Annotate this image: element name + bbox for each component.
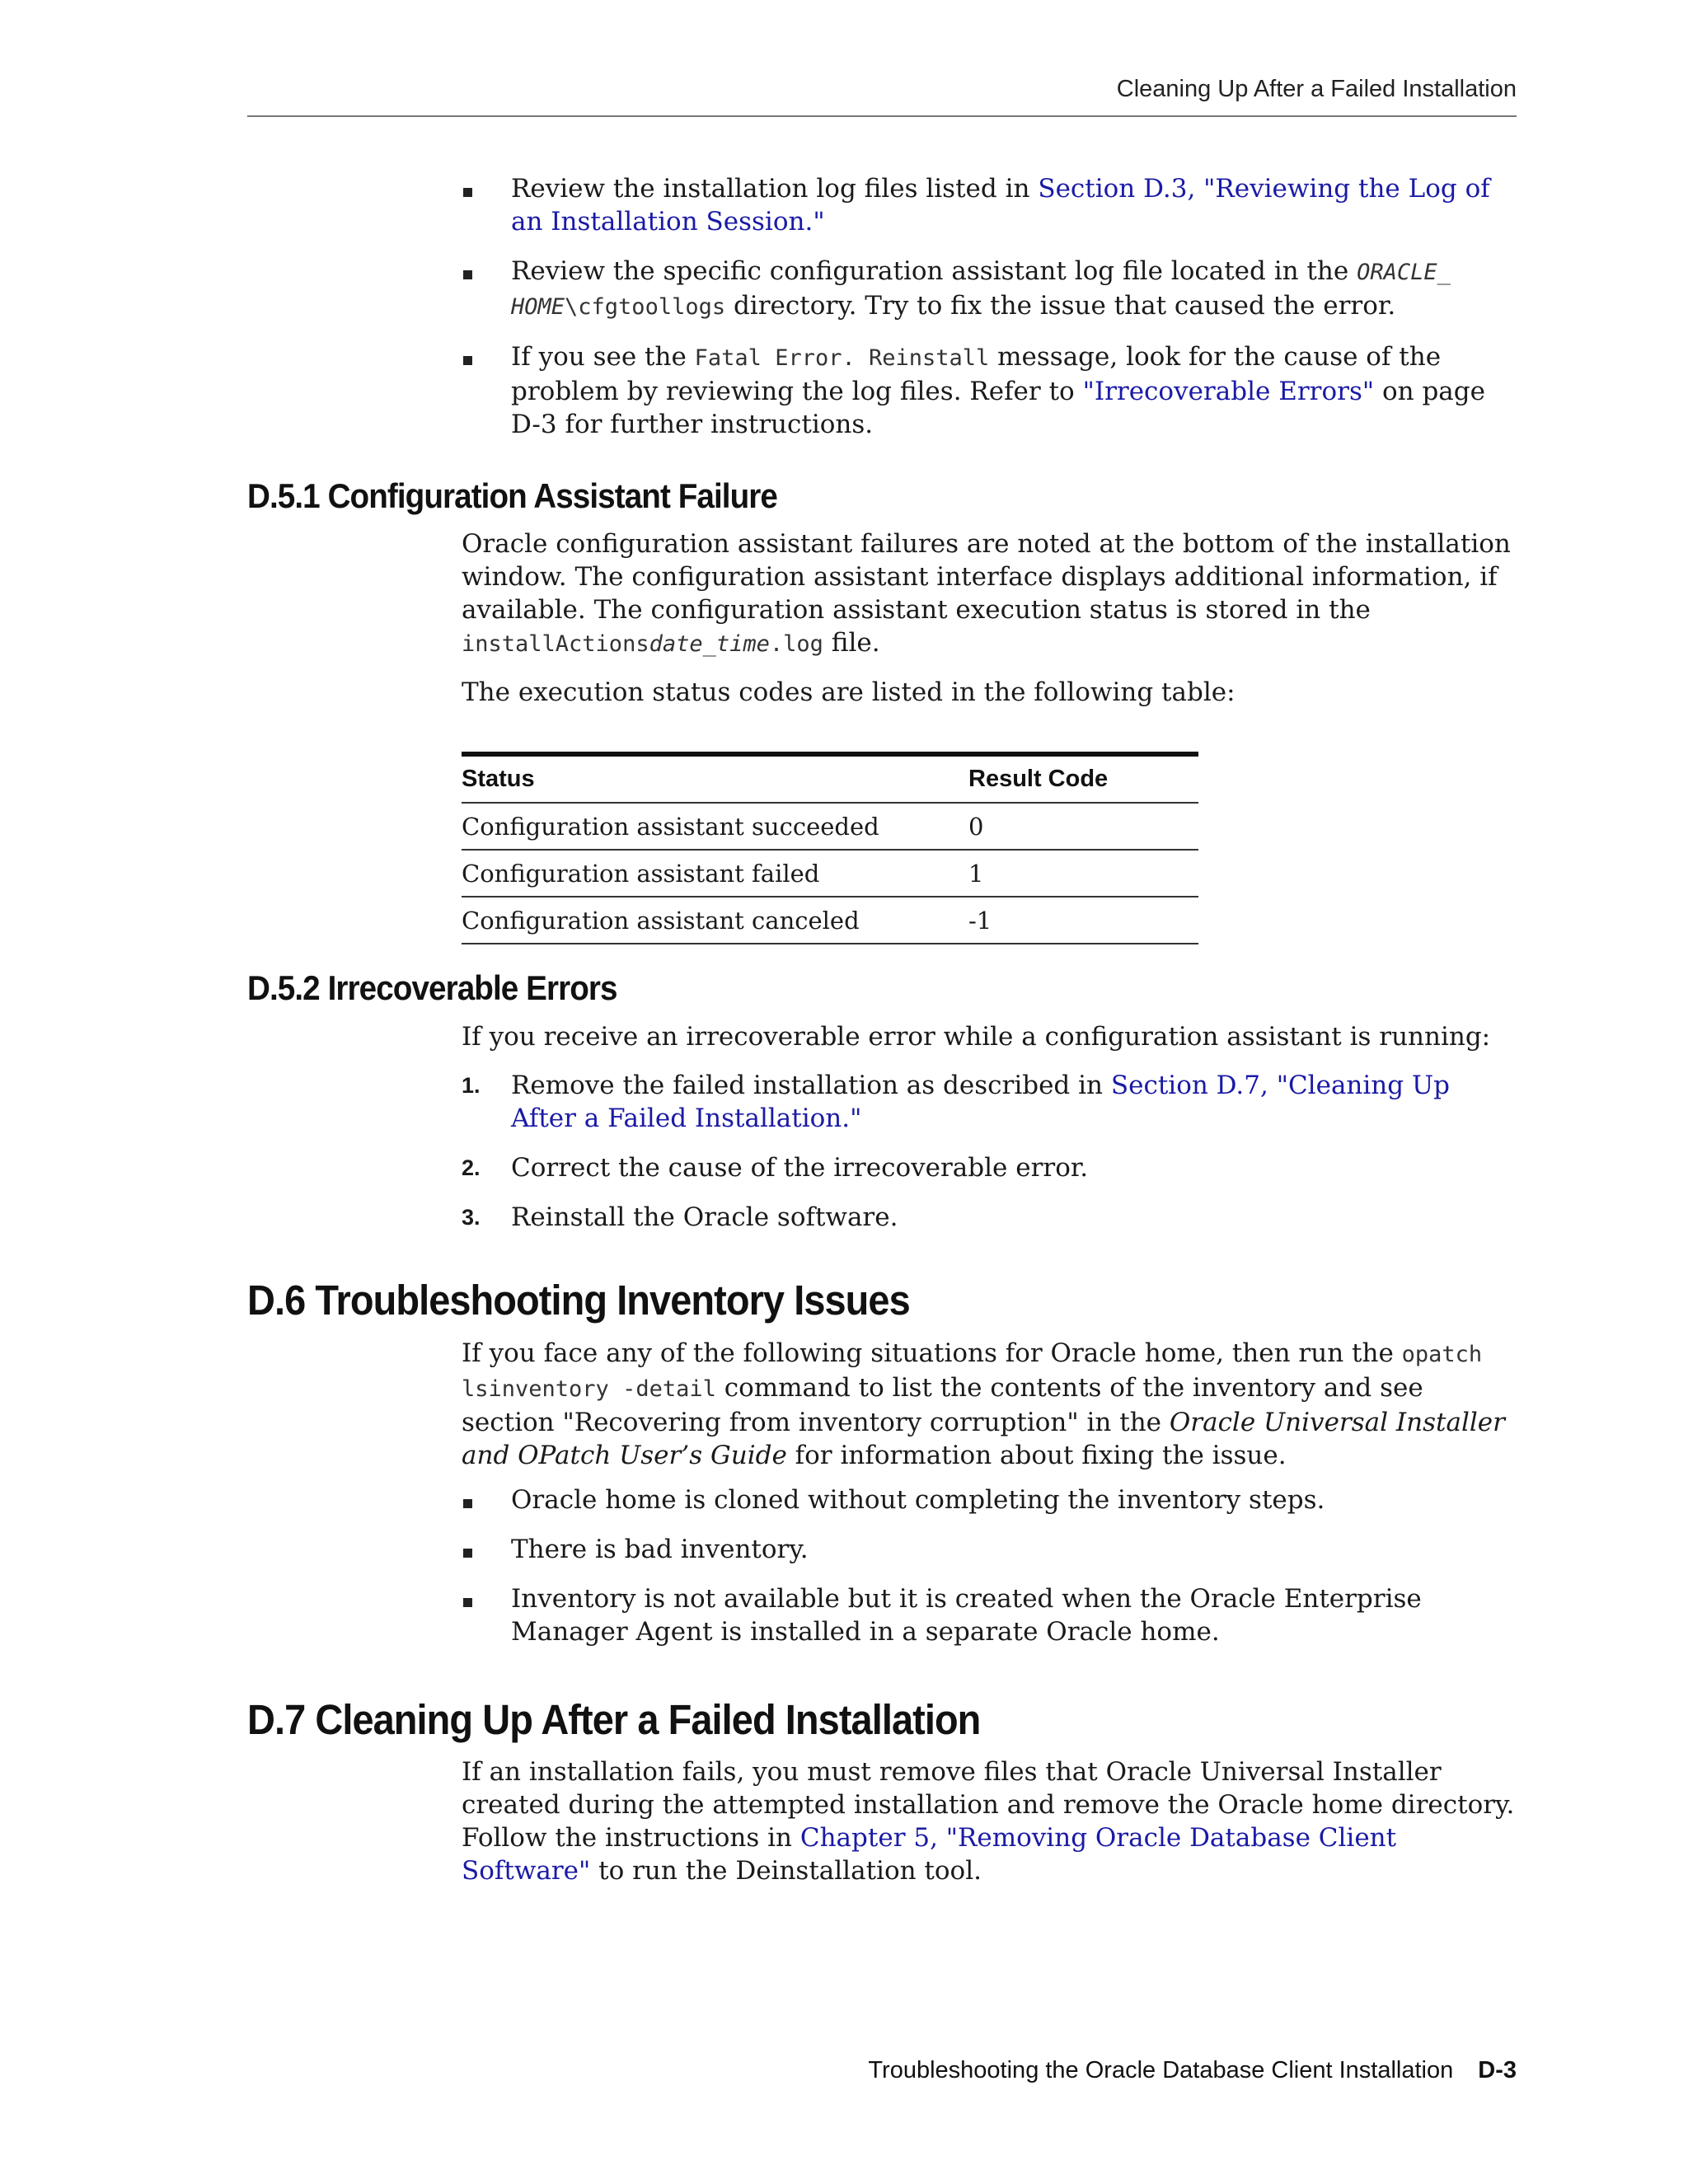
- bullet-icon: [462, 340, 511, 373]
- heading-d51: D.5.1 Configuration Assistant Failure: [247, 476, 777, 515]
- table-header-result-code: Result Code: [968, 766, 1109, 792]
- table-cell: 1: [968, 859, 984, 888]
- bullet-icon: [462, 1533, 511, 1566]
- d6-paragraph: If you face any of the following situations for Oracle home, then run the opatch lsinventory -detail command to list the contents of the inventory and see section "Recovering from inventory corruption" in the Oracle Universal Installer and OPatch User’s Guide for information about fixing the issue.: [462, 1338, 1505, 1470]
- list-item: There is bad inventory.: [462, 1533, 1517, 1566]
- link-irrecoverable-errors[interactable]: "Irrecoverable Errors": [1082, 377, 1375, 406]
- d52-step-list: [462, 1069, 1517, 1234]
- table-cell: Configuration assistant failed: [462, 859, 820, 888]
- status-table: [462, 752, 1198, 944]
- footer-title: Troubleshooting the Oracle Database Client Installation: [868, 2057, 1454, 2083]
- link-section-d3[interactable]: Section D.3, "Reviewing the Log of an Installation Session.": [511, 174, 1490, 237]
- intro-bullet-list: [462, 172, 1517, 441]
- list-item: Inventory is not available but it is created when the Oracle Enterprise Manager Agent is installed in a separate Oracle home.: [462, 1582, 1517, 1648]
- d51-paragraph-2: The execution status codes are listed in the following table:: [462, 677, 1236, 707]
- step-number: 2.: [462, 1155, 481, 1180]
- d51-paragraph-1: Oracle configuration assistant failures are noted at the bottom of the installation window. The configuration assistant interface displays additional information, if available. The configuration assistant execution status is stored in the installActionsdate_time.log file.: [462, 529, 1511, 658]
- d6-bullet-list: [462, 1483, 1517, 1648]
- table-cell: Configuration assistant canceled: [462, 906, 860, 935]
- bullet-icon: [462, 1582, 511, 1615]
- list-item: Review the installation log files listed in Section D.3, "Reviewing the Log of an Installation Session.": [462, 172, 1517, 238]
- table-row: [462, 898, 1198, 944]
- d51-body: [462, 527, 1517, 709]
- table-row: [462, 851, 1198, 898]
- step-number: 3.: [462, 1205, 481, 1230]
- bullet-icon: [462, 1483, 511, 1516]
- d7-paragraph: If an installation fails, you must remove files that Oracle Universal Installer created during the attempted installation and remove the Oracle home directory. Follow the instructions in Chapter 5, "Removing Oracle Database Client Software" to run the Deinstallation tool.: [462, 1757, 1515, 1886]
- running-footer: [247, 2057, 1517, 2084]
- table-row: [462, 804, 1198, 851]
- d52-intro: If you receive an irrecoverable error while a configuration assistant is running:: [462, 1022, 1491, 1052]
- bullet-icon: [462, 255, 511, 288]
- table-header-row: [462, 757, 1198, 804]
- table-header-status: Status: [462, 766, 535, 792]
- table-cell: Configuration assistant succeeded: [462, 812, 879, 841]
- heading-d7: D.7 Cleaning Up After a Failed Installation: [247, 1696, 981, 1743]
- link-section-d7[interactable]: Section D.7, "Cleaning Up After a Failed Installation.": [511, 1071, 1450, 1133]
- header-rule: [247, 115, 1517, 117]
- list-item: Review the specific configuration assistant log file located in the ORACLE_ HOME\cfgtoollogs directory. Try to fix the issue that caused the error.: [462, 255, 1517, 324]
- link-chapter-5[interactable]: Chapter 5, "Removing Oracle Database Client Software": [462, 1823, 1397, 1886]
- step-number: 1.: [462, 1073, 481, 1098]
- heading-d52: D.5.2 Irrecoverable Errors: [247, 968, 617, 1007]
- list-item: If you see the Fatal Error. Reinstall message, look for the cause of the problem by reviewing the log files. Refer to "Irrecoverable Errors" on page D-3 for further instructions.: [462, 340, 1517, 441]
- list-item: 1. Remove the failed installation as described in Section D.7, "Cleaning Up After a Failed Installation.": [462, 1071, 1450, 1133]
- list-item: Oracle home is cloned without completing the inventory steps.: [462, 1483, 1517, 1516]
- table-cell: -1: [968, 906, 992, 935]
- table-cell: 0: [968, 812, 984, 841]
- list-item: 2. Correct the cause of the irrecoverable error.: [462, 1153, 1089, 1183]
- page-number: D-3: [1478, 2057, 1517, 2083]
- heading-d6: D.6 Troubleshooting Inventory Issues: [247, 1277, 910, 1324]
- list-item: 3. Reinstall the Oracle software.: [462, 1202, 898, 1232]
- bullet-icon: [462, 172, 511, 205]
- running-header: Cleaning Up After a Failed Installation: [1116, 76, 1517, 102]
